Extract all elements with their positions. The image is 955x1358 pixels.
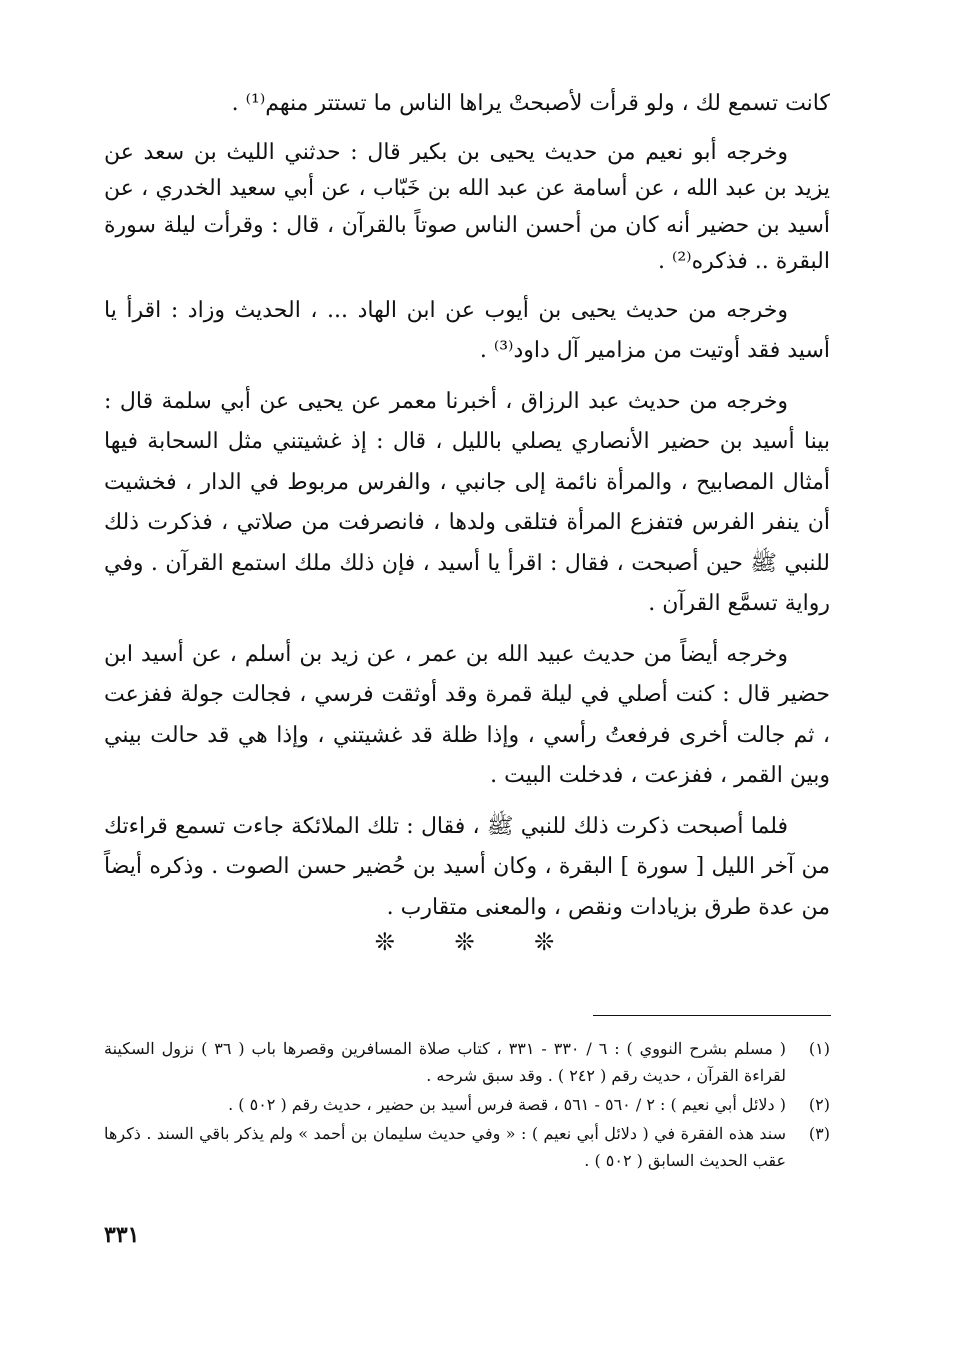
footnote-item	[104, 1035, 830, 1089]
footnote-item	[104, 1120, 830, 1174]
paragraph-ubaydullah: وخرجه أيضاً من حديث عبيد الله بن عمر ، عن زيد بن أسلم ، عن أسيد ابن حضير قال : كنت أصلي في ليلة قمرة وقد أوثقت فرسي ، فجالت جولة ففزعت ، ثم جالت أخرى فرفعتُ رأسي ، وإذا ظلة قد غشيتني ، وإذا هي قد حالت بيني وبين القمر ، ففزعت ، فدخلت البيت .	[104, 641, 830, 788]
paragraph-ibn-al-had: وخرجه من حديث يحيى بن أيوب عن ابن الهاد ... ، الحديث وزاد : اقرأ يا أسيد فقد أوتيت من مزامير آل داود⁽³⁾ .	[104, 297, 830, 363]
footnote-number: (٢)	[808, 1095, 830, 1114]
section-separator: ❊ ❊ ❊	[374, 928, 581, 956]
footnote-item	[104, 1091, 830, 1118]
page-number: ٣٣١	[104, 1222, 140, 1248]
footnote-text: ( مسلم بشرح النووي ) : ٦ / ٣٣٠ - ٣٣١ ، كتاب صلاة المسافرين وقصرها باب ( ٣٦ ) نزول السكينة لقراءة القرآن ، حديث رقم ( ٢٤٢ ) . وقد سبق شرحه .	[104, 1039, 787, 1085]
footnote-text: ( دلائل أبي نعيم ) : ٢ / ٥٦٠ - ٥٦١ ، قصة فرس أسيد بن حضير ، حديث رقم ( ٥٠٢ ) .	[228, 1095, 786, 1114]
footnote-rule	[593, 1015, 831, 1016]
paragraph-abd-al-razzaq: وخرجه من حديث عبد الرزاق ، أخبرنا معمر عن يحيى عن أبي سلمة قال : بينا أسيد بن حضير الأنصاري يصلي بالليل ، قال : إذ غشيتني مثل السحابة فيها أمثال المصابيح ، والمرأة نائمة إلى جانبي ، والفرس مربوط في الدار ، فخشيت أن ينفر الفرس فتفزع المرأة فتلقى ولدها ، فانصرفت من صلاتي ، فذكرت ذلك للنبي ﷺ حين أصبحت ، فقال : اقرأ يا أسيد ، فإن ذلك ملك استمع القرآن . وفي رواية تسمَّع القرآن .	[104, 388, 830, 616]
paragraph-abu-nuaym: وخرجه أبو نعيم من حديث يحيى بن بكير قال : حدثني الليث بن سعد عن يزيد بن عبد الله ، عن أسامة عن عبد الله بن خَبّاب ، عن أبي سعيد الخدري ، عن أسيد بن حضير أنه كان من أحسن الناس صوتاً بالقرآن ، قال : وقرأت ليلة سورة البقرة .. فذكره⁽²⁾ .	[104, 139, 830, 274]
paragraph-prophet-reply: فلما أصبحت ذكرت ذلك للنبي ﷺ ، فقال : تلك الملائكة جاءت تسمع قراءتك من آخر الليل [ سورة ] البقرة ، وكان أسيد بن حُضير حسن الصوت . وذكره أيضاً من عدة طرق بزيادات ونقص ، والمعنى متقارب .	[104, 813, 830, 920]
footnote-number: (١)	[808, 1039, 830, 1058]
footnote-number: (٣)	[808, 1124, 830, 1143]
paragraph-continuation: كانت تسمع لك ، ولو قرأت لأصبحتْ يراها الناس ما تستتر منهم⁽¹⁾ .	[231, 91, 830, 116]
footnote-text: سند هذه الفقرة في ( دلائل أبي نعيم ) : « وفي حديث سليمان بن أحمد » ولم يذكر باقي السند . ذكرها عقب الحديث السابق ( ٥٠٢ ) .	[104, 1124, 786, 1170]
footnotes	[104, 1035, 830, 1176]
main-text	[104, 84, 830, 938]
